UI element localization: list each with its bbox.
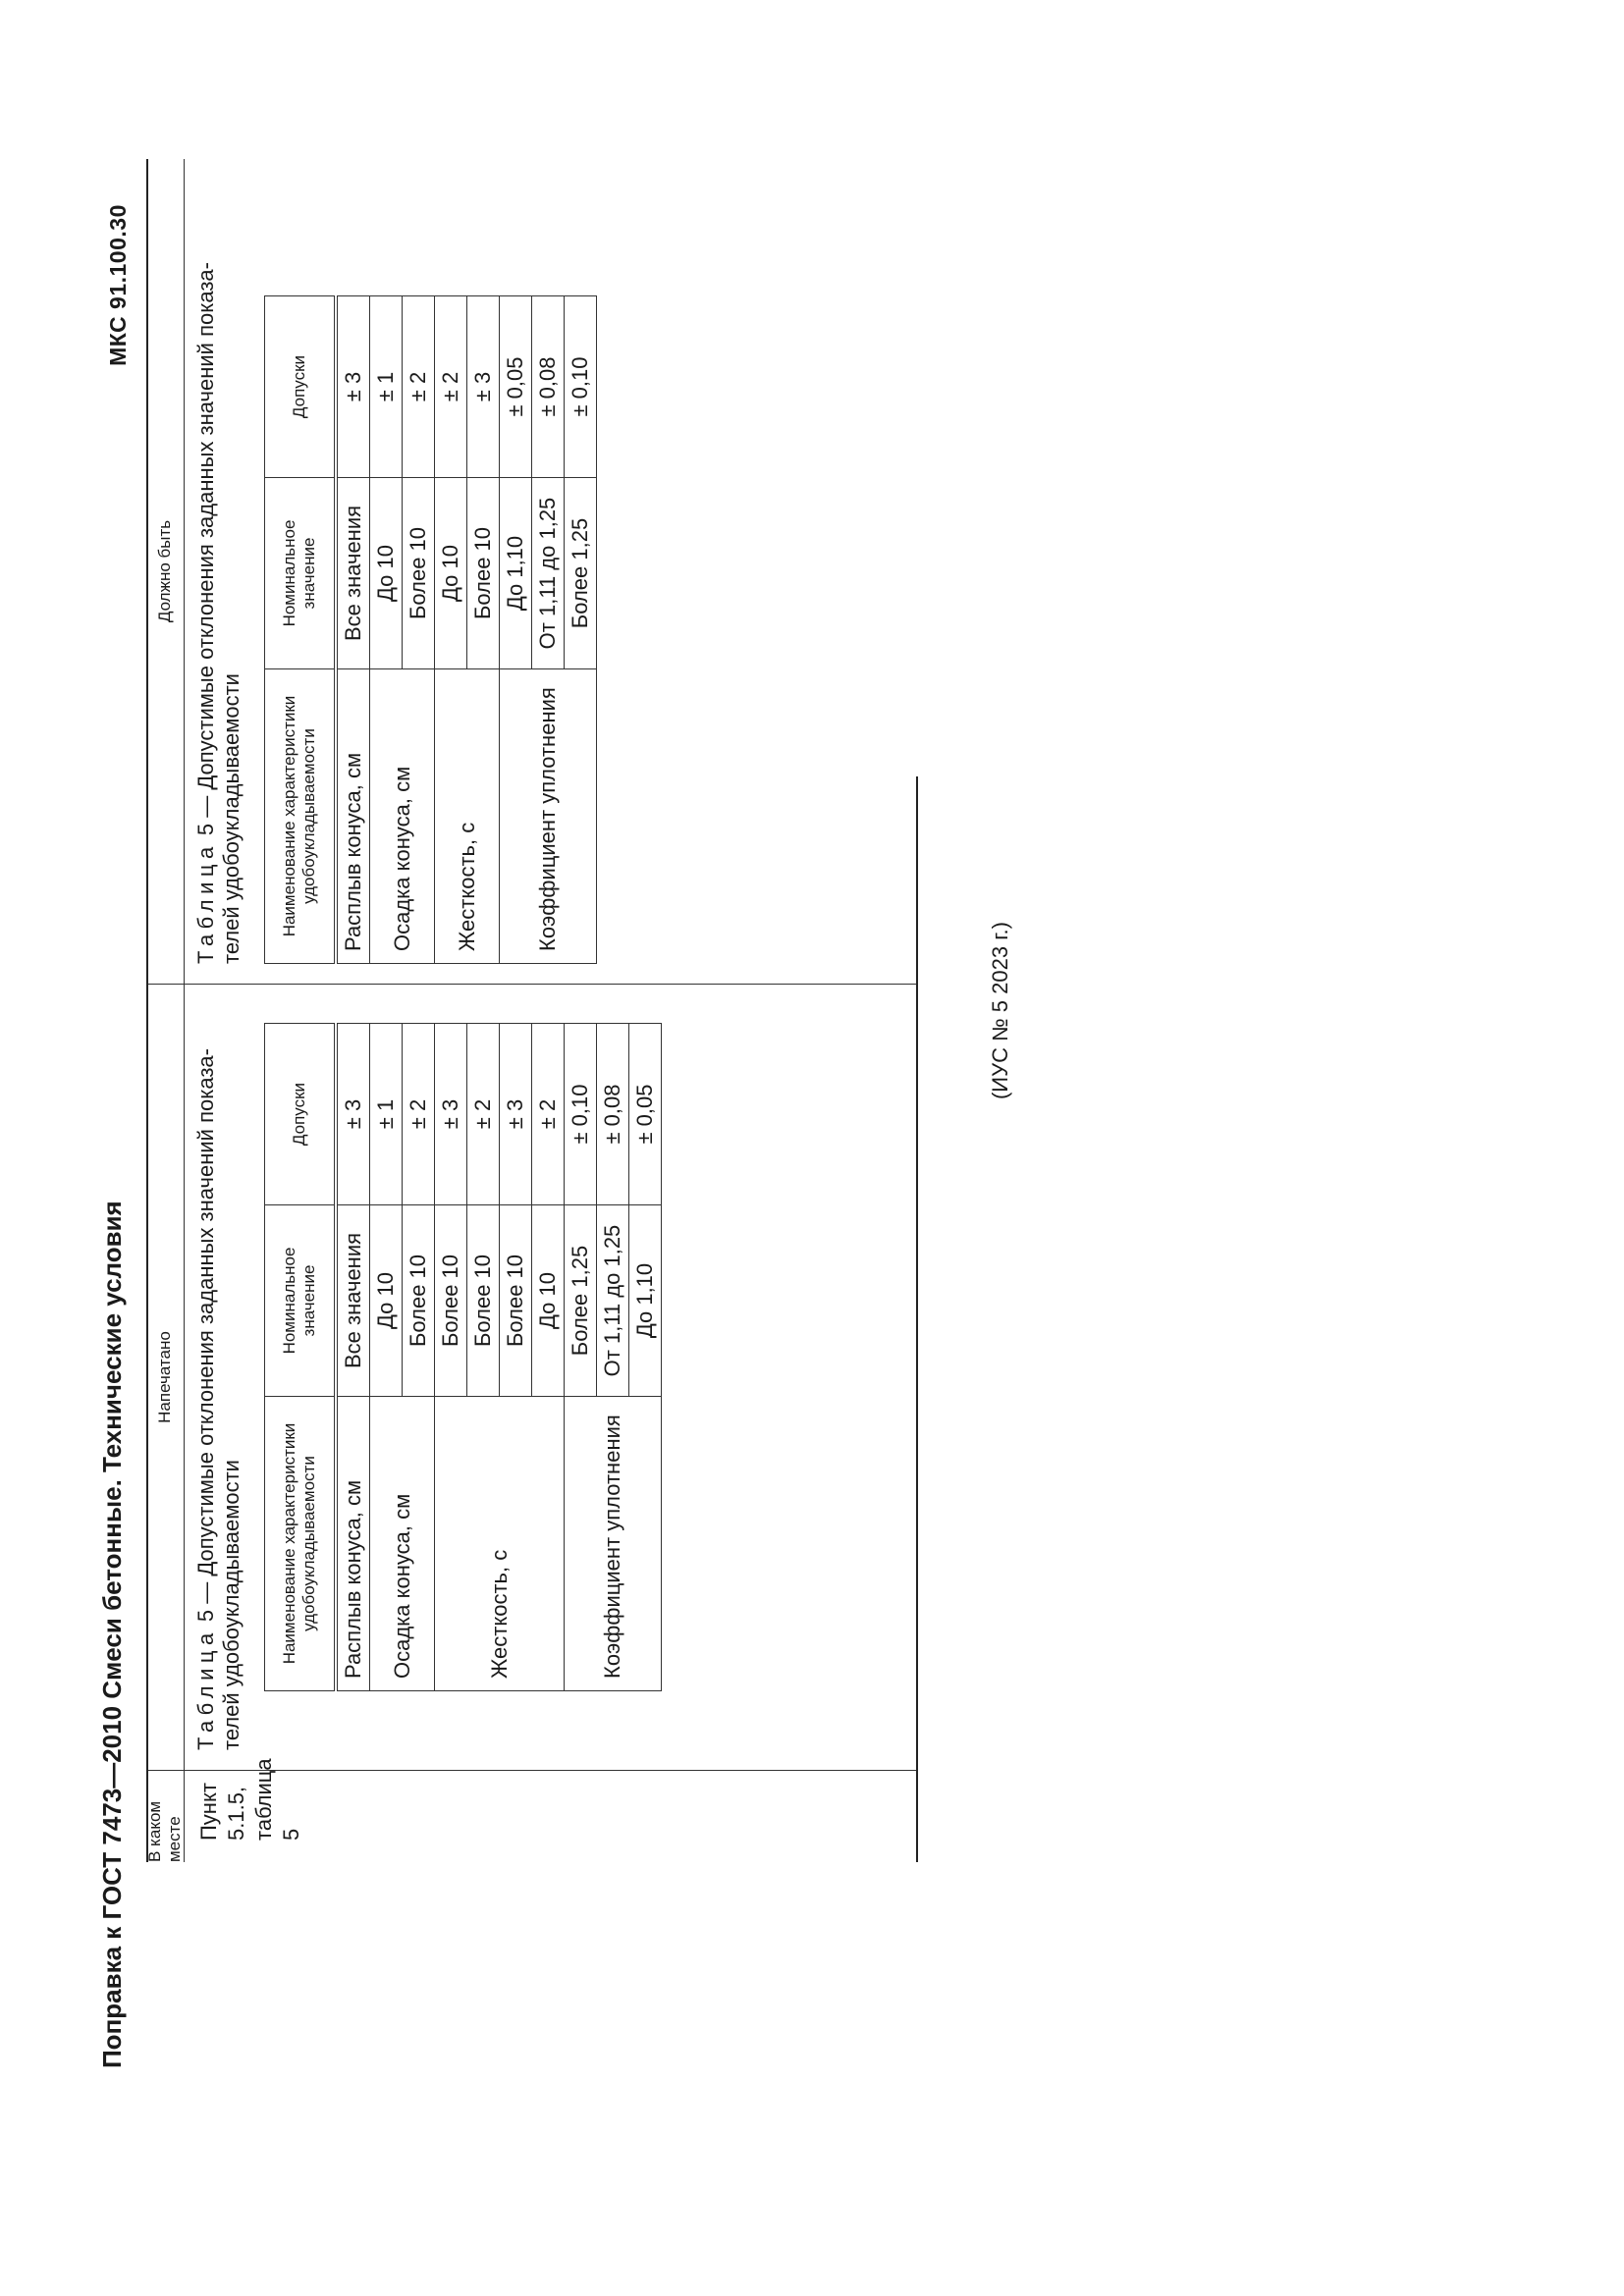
- cell-tolerance: ± 3: [467, 296, 500, 478]
- location-line-2: таблица 5: [251, 1758, 303, 1841]
- cell-tolerance: ± 3: [500, 1024, 532, 1205]
- cell-name: Коэффициент уплотнения: [500, 669, 597, 964]
- cell-nominal: От 1,11 до 1,25: [597, 1205, 629, 1397]
- cell-nominal: Все значения: [336, 478, 370, 669]
- cell-name: Расплыв конуса, см: [336, 669, 370, 964]
- ius-reference: (ИУС № 5 2023 г.): [988, 922, 1012, 1100]
- cell-nominal: Более 10: [435, 1205, 467, 1397]
- cell-nominal: Более 10: [467, 1205, 500, 1397]
- cell-tolerance: ± 3: [336, 1024, 370, 1205]
- table-row: [336, 1024, 370, 1691]
- th-name: Наименование характеристики удобоукладываемости: [265, 1397, 337, 1691]
- cell-name: Жесткость, с: [435, 1397, 565, 1691]
- th-tolerance: Допуски: [265, 1024, 337, 1205]
- cell-nominal: До 10: [532, 1205, 565, 1397]
- table-row: [370, 1024, 403, 1691]
- cell-name: Осадка конуса, см: [370, 669, 435, 964]
- th-tolerance: Допуски: [265, 296, 337, 478]
- table-row: [336, 296, 370, 964]
- location-text: [195, 1758, 305, 1841]
- cell-name: Расплыв конуса, см: [336, 1397, 370, 1691]
- cell-tolerance: ± 1: [370, 1024, 403, 1205]
- cell-nominal: Более 10: [403, 478, 435, 669]
- table-row: [435, 296, 467, 964]
- cell-tolerance: ± 0,05: [629, 1024, 662, 1205]
- cell-nominal: Все значения: [336, 1205, 370, 1397]
- cell-tolerance: ± 2: [403, 1024, 435, 1205]
- frame-top-rule: [146, 159, 148, 1862]
- cell-nominal: До 1,10: [500, 478, 532, 669]
- table-row: [565, 1024, 597, 1691]
- header-where: В каком месте: [145, 1800, 184, 1862]
- caption-text: — Допустимые отклонения заданных значений показа-: [193, 262, 218, 818]
- rotated-document: [0, 159, 1061, 2068]
- cell-nominal: Более 10: [500, 1205, 532, 1397]
- caption-number: 5: [193, 823, 218, 836]
- cell-nominal: До 10: [370, 478, 403, 669]
- table-caption-should-be: [193, 159, 244, 964]
- table-row: [435, 1024, 467, 1691]
- caption-label: Таблица: [193, 1628, 218, 1750]
- column-where: [145, 1758, 918, 1862]
- cell-name: Жесткость, с: [435, 669, 500, 964]
- cell-nominal: До 1,10: [629, 1205, 662, 1397]
- header-printed: Напечатано: [155, 1331, 174, 1423]
- cell-tolerance: ± 1: [370, 296, 403, 478]
- location-line-1: Пункт 5.1.5,: [196, 1783, 248, 1841]
- caption-line-2: телей удобоукладываемости: [219, 1460, 244, 1750]
- cell-tolerance: ± 2: [532, 1024, 565, 1205]
- cell-nominal: Более 1,25: [565, 1205, 597, 1397]
- amendment-table: [146, 159, 918, 1862]
- caption-line-2: телей удобоукладываемости: [219, 673, 244, 964]
- caption-text: — Допустимые отклонения заданных значений показа-: [193, 1048, 218, 1604]
- table-caption-printed: [193, 985, 244, 1750]
- cell-tolerance: ± 2: [435, 296, 467, 478]
- cell-nominal: Более 1,25: [565, 478, 597, 669]
- printed-tolerance-table: [264, 1023, 662, 1691]
- table-row: [500, 296, 532, 964]
- header-should-be: Должно быть: [155, 519, 174, 623]
- table-row: [370, 296, 403, 964]
- cell-tolerance: ± 2: [467, 1024, 500, 1205]
- cell-nominal: До 10: [370, 1205, 403, 1397]
- frame-header-rule: [184, 159, 185, 1862]
- cell-name: Осадка конуса, см: [370, 1397, 435, 1691]
- caption-number: 5: [193, 1609, 218, 1623]
- column-should-be: [146, 159, 918, 984]
- cell-nominal: От 1,11 до 1,25: [532, 478, 565, 669]
- cell-tolerance: ± 3: [435, 1024, 467, 1205]
- cell-tolerance: ± 0,08: [532, 296, 565, 478]
- cell-nominal: Более 10: [467, 478, 500, 669]
- frame-bottom-rule: [916, 776, 918, 1862]
- th-nominal: Номинальное значение: [265, 1205, 337, 1397]
- cell-tolerance: ± 0,05: [500, 296, 532, 478]
- cell-tolerance: ± 2: [403, 296, 435, 478]
- th-name: Наименование характеристики удобоукладываемости: [265, 669, 337, 964]
- correct-tolerance-table: [264, 295, 597, 964]
- th-nominal: Номинальное значение: [265, 478, 337, 669]
- cell-nominal: До 10: [435, 478, 467, 669]
- caption-label: Таблица: [193, 841, 218, 964]
- cell-nominal: Более 10: [403, 1205, 435, 1397]
- cell-name: Коэффициент уплотнения: [565, 1397, 662, 1691]
- column-printed: [146, 984, 918, 1770]
- cell-tolerance: ± 0,10: [565, 296, 597, 478]
- document-title: Поправка к ГОСТ 7473—2010 Смеси бетонные. Технические условия: [97, 1201, 127, 2068]
- cell-tolerance: ± 0,10: [565, 1024, 597, 1205]
- cell-tolerance: ± 0,08: [597, 1024, 629, 1205]
- page-code-text: МКС 91.100.30: [104, 203, 131, 366]
- cell-tolerance: ± 3: [336, 296, 370, 478]
